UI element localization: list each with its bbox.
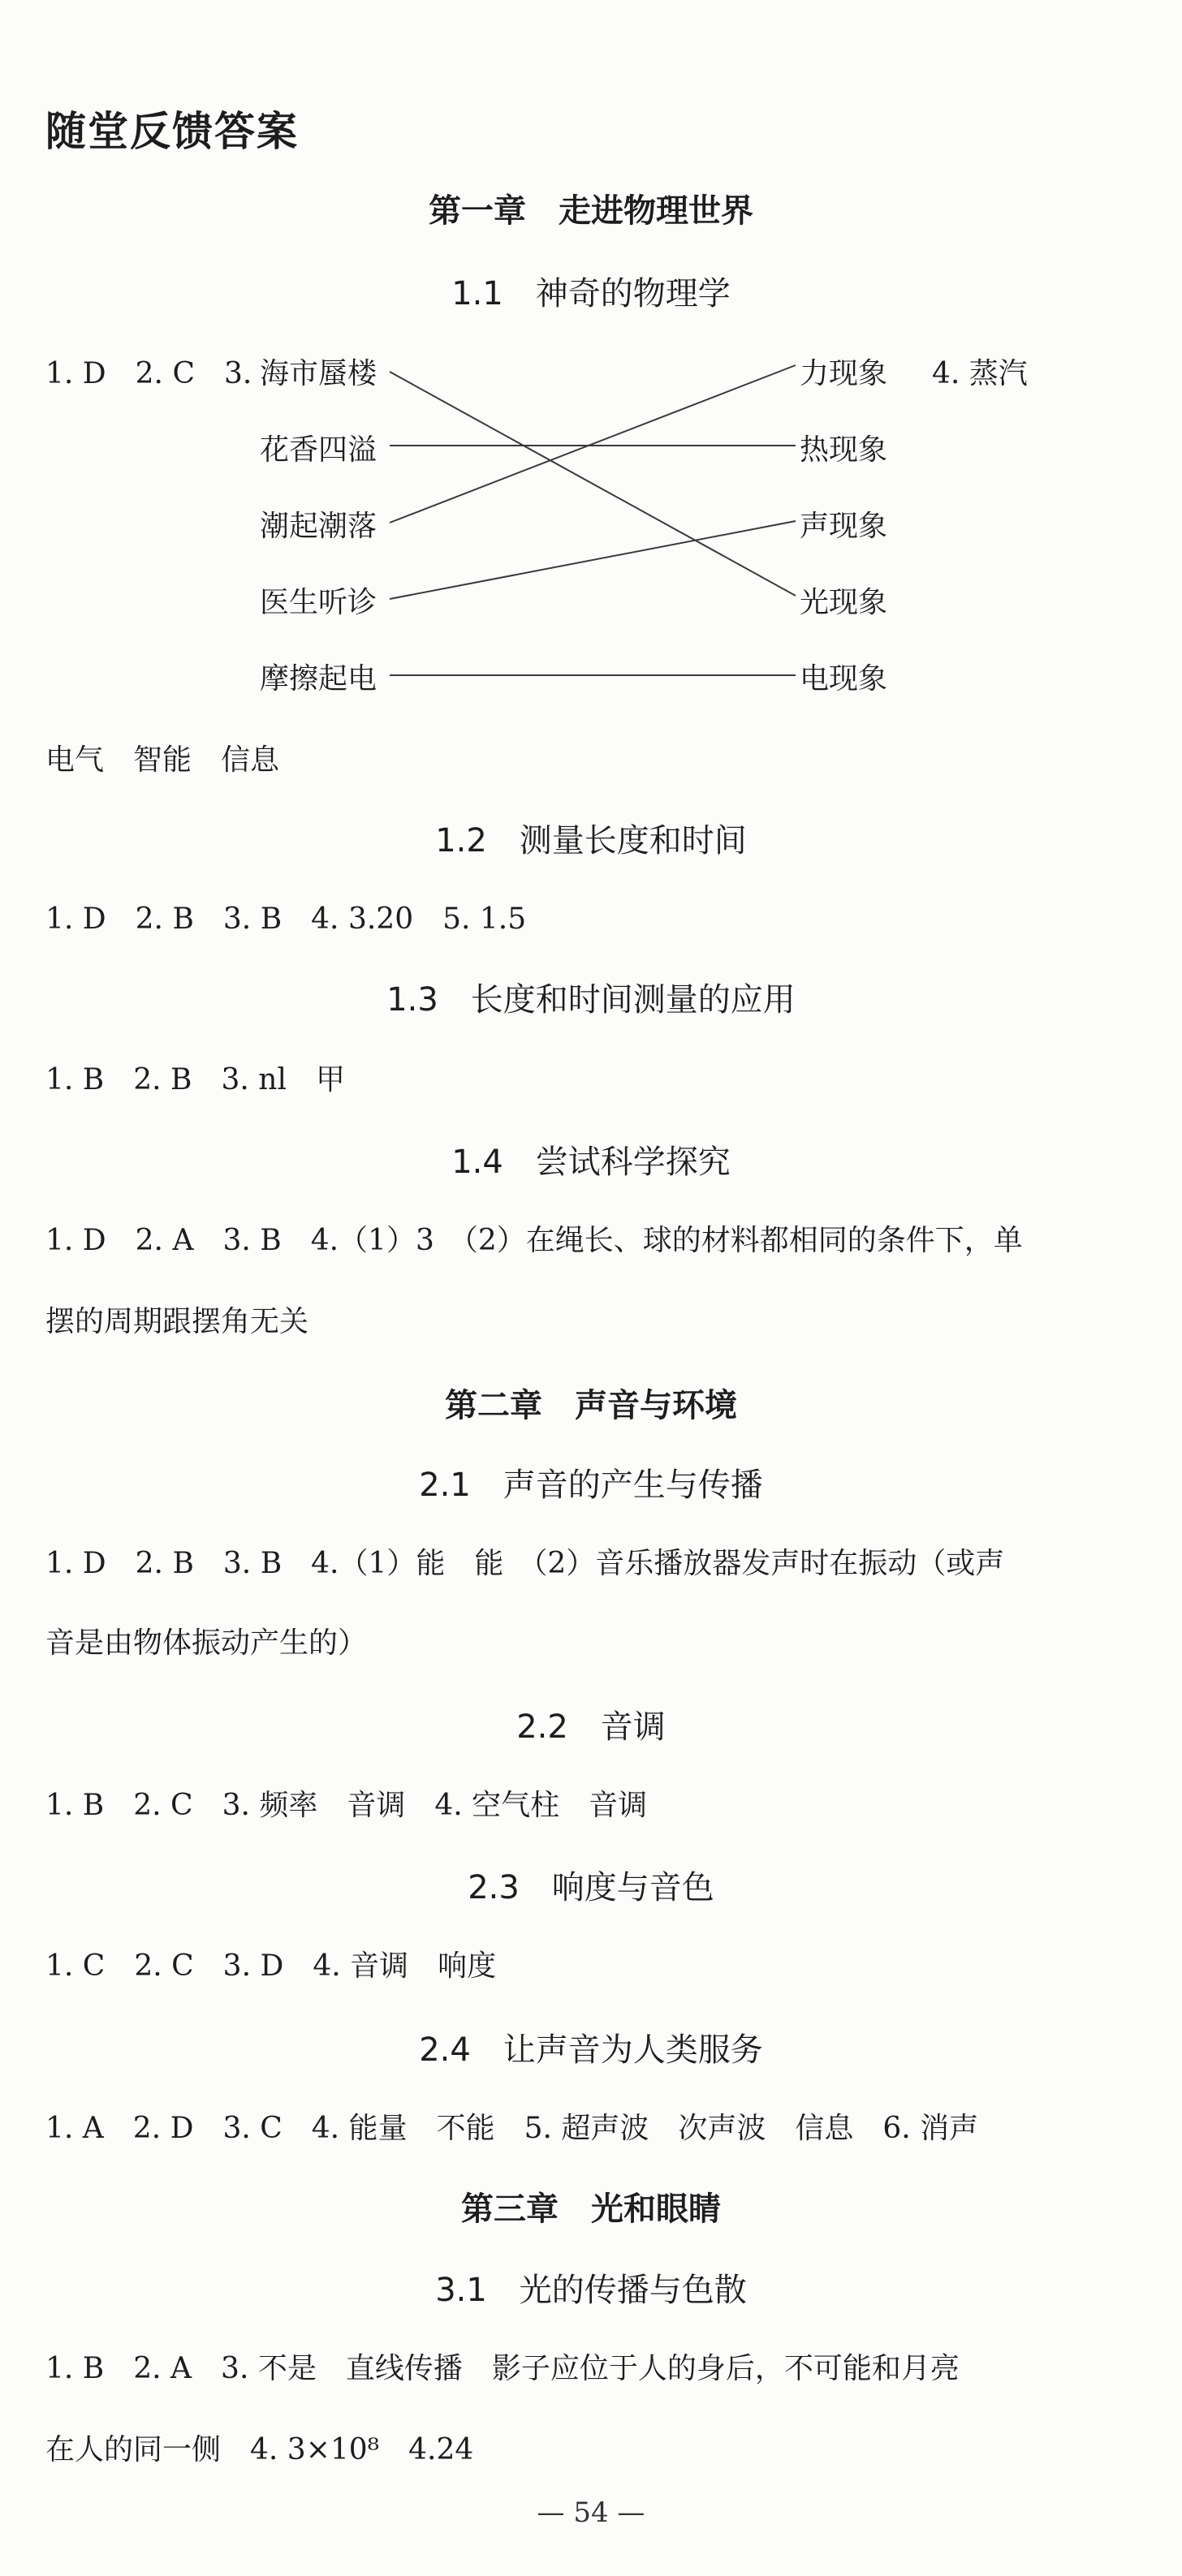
- section-1-3-title: 1.3 长度和时间测量的应用: [386, 981, 796, 1019]
- section-3-1-answers-line2: 在人的同一侧 4. 3×10⁸ 4.24: [45, 2433, 474, 2466]
- chapter-1-title: 第一章 走进物理世界: [429, 192, 753, 230]
- match-left-3: 潮起潮落: [260, 510, 377, 543]
- section-1-1-title: 1.1 神奇的物理学: [451, 275, 731, 312]
- match-right-3: 声现象: [800, 510, 888, 543]
- section-2-3-title: 2.3 响度与音色: [468, 1869, 714, 1906]
- section-1-1-q4: 4. 蒸汽: [932, 357, 1028, 390]
- section-1-2-answers: 1. D 2. B 3. B 4. 3.20 5. 1.5: [45, 902, 527, 936]
- section-1-4-title: 1.4 尝试科学探究: [451, 1144, 731, 1181]
- section-2-4-answers: 1. A 2. D 3. C 4. 能量 不能 5. 超声波 次声波 信息 6. 消声: [45, 2112, 979, 2145]
- section-1-1-answers-prefix: 1. D 2. C 3.: [45, 357, 252, 390]
- section-3-1-title: 3.1 光的传播与色散: [435, 2272, 747, 2309]
- match-left-5: 摩擦起电: [260, 662, 377, 696]
- section-2-1-title: 2.1 声音的产生与传播: [419, 1467, 763, 1504]
- chapter-3-title: 第三章 光和眼睛: [461, 2190, 721, 2228]
- section-1-4-answers-line2: 摆的周期跟摆角无关: [45, 1305, 309, 1338]
- page-title: 随堂反馈答案: [45, 108, 299, 155]
- section-1-3-answers: 1. B 2. B 3. nl 甲: [45, 1063, 345, 1096]
- match-right-1: 力现象: [800, 357, 888, 390]
- section-2-3-answers: 1. C 2. C 3. D 4. 音调 响度: [45, 1949, 497, 1983]
- section-2-2-title: 2.2 音调: [516, 1708, 666, 1746]
- match-right-2: 热现象: [800, 433, 888, 467]
- match-line-4: [390, 521, 796, 599]
- matching-lines: [0, 0, 1182, 730]
- section-2-2-answers: 1. B 2. C 3. 频率 音调 4. 空气柱 音调: [45, 1789, 648, 1822]
- match-right-4: 光现象: [800, 586, 888, 619]
- section-2-4-title: 2.4 让声音为人类服务: [419, 2031, 763, 2069]
- match-left-1: 海市蜃楼: [260, 357, 377, 390]
- section-3-1-answers-line1: 1. B 2. A 3. 不是 直线传播 影子应位于人的身后，不可能和月亮: [45, 2352, 960, 2385]
- match-right-5: 电现象: [800, 662, 888, 696]
- match-left-4: 医生听诊: [260, 586, 377, 619]
- match-left-2: 花香四溢: [260, 433, 377, 467]
- section-1-2-title: 1.2 测量长度和时间: [435, 822, 747, 859]
- section-1-1-q4-continued: 电气 智能 信息: [45, 743, 280, 777]
- chapter-2-title: 第二章 声音与环境: [445, 1386, 737, 1424]
- match-line-1: [390, 372, 796, 596]
- page-number: — 54 —: [537, 2496, 645, 2529]
- section-2-1-answers-line2: 音是由物体振动产生的）: [45, 1626, 368, 1660]
- section-2-1-answers-line1: 1. D 2. B 3. B 4.（1）能 能 （2）音乐播放器发声时在振动（或声: [45, 1547, 1005, 1580]
- section-1-4-answers-line1: 1. D 2. A 3. B 4.（1）3 （2）在绳长、球的材料都相同的条件下，单: [45, 1224, 1023, 1257]
- match-line-3: [390, 365, 796, 523]
